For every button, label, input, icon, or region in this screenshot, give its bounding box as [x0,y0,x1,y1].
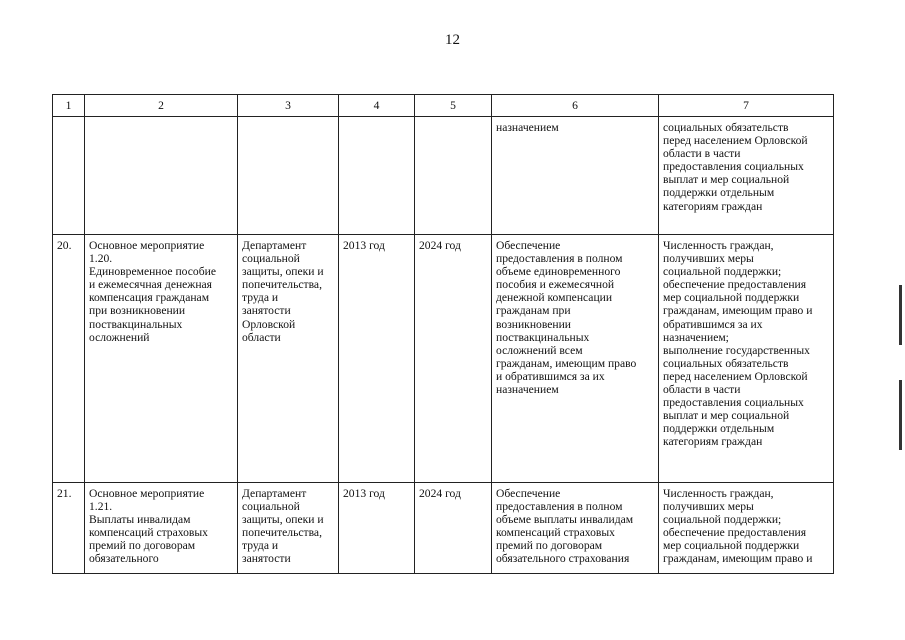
table-row [53,483,834,574]
start-year-cell [339,117,415,235]
expected-result-cell: Обеспечение предоставления в полном объеме выплаты инвалидам компенсаций страховых премий по договорам обязательного страхования [492,483,659,574]
expected-result-cell: Обеспечение предоставления в полном объеме единовременного пособия и ежемесячной денежной компенсации гражданам при возникновении поствакцинальных осложнений всем гражданам, имеющим право и обратившимся за их назначением [492,235,659,483]
executor-cell [238,117,339,235]
indicator-cell: социальных обязательств перед населением Орловской области в части предоставления социальных выплат и мер социальной поддержки отдельным категориям граждан [659,117,834,235]
table-row [53,235,834,483]
column-header-2: 2 [85,95,238,117]
column-header-5: 5 [415,95,492,117]
event-name-cell: Основное мероприятие 1.21. Выплаты инвалидам компенсаций страховых премий по договорам обязательного [85,483,238,574]
expected-result-cell: назначением [492,117,659,235]
column-header-6: 6 [492,95,659,117]
row-number-cell: 20. [53,235,85,483]
event-name-cell [85,117,238,235]
end-year-cell [415,117,492,235]
executor-cell: Департамент социальной защиты, опеки и попечительства, труда и занятости [238,483,339,574]
row-number-cell [53,117,85,235]
indicator-cell: Численность граждан, получивших меры социальной поддержки; обеспечение предоставления мер социальной поддержки гражданам, имеющим право и [659,483,834,574]
row-number-cell: 21. [53,483,85,574]
start-year-cell: 2013 год [339,483,415,574]
end-year-cell: 2024 год [415,483,492,574]
program-events-table [52,94,834,574]
column-header-7: 7 [659,95,834,117]
scan-margin-mark [899,285,902,345]
page-number: 12 [445,32,460,48]
scan-margin-mark [899,380,902,450]
column-header-1: 1 [53,95,85,117]
event-name-cell: Основное мероприятие 1.20. Единовременное пособие и ежемесячная денежная компенсация гражданам при возникновении поствакцинальных осложнений [85,235,238,483]
table-header-row [53,95,834,117]
column-header-4: 4 [339,95,415,117]
end-year-cell: 2024 год [415,235,492,483]
column-header-3: 3 [238,95,339,117]
executor-cell: Департамент социальной защиты, опеки и попечительства, труда и занятости Орловской области [238,235,339,483]
indicator-cell: Численность граждан, получивших меры социальной поддержки; обеспечение предоставления мер социальной поддержки гражданам, имеющим право и обратившимся за их назначением; выполнение государственных социальных обязательств перед населением Орловской области в части предоставления социальных выплат и мер социальной поддержки отдельным категориям граждан [659,235,834,483]
start-year-cell: 2013 год [339,235,415,483]
table-row [53,117,834,235]
